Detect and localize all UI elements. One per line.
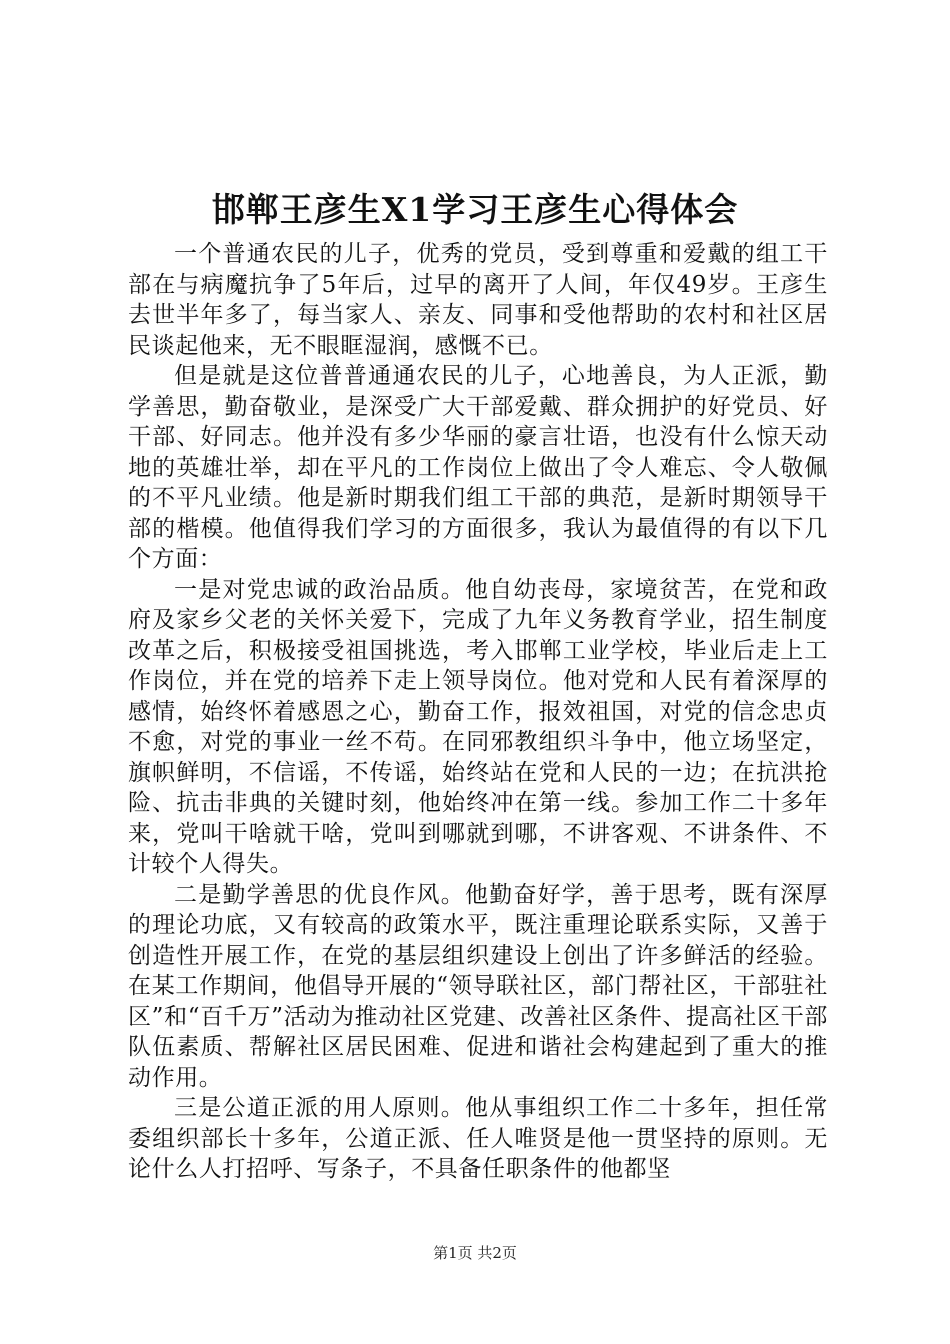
paragraph-1: 一个普通农民的儿子，优秀的党员，受到尊重和爱戴的组工干部在与病魔抗争了5年后，过早的离开了人间，年仅49岁。王彦生去世半年多了，每当家人、亲友、同事和受他帮助的农村和社区居民谈起他来，无不眼眶湿润，感慨不已。 — [128, 241, 828, 359]
document-body — [128, 239, 828, 1185]
document-title: 邯郸王彦生X1学习王彦生心得体会 — [211, 190, 739, 229]
paragraph-3: 一是对党忠诚的政治品质。他自幼丧母，家境贫苦，在党和政府及家乡父老的关怀关爱下，完成了九年义务教育学业，招生制度改革之后，积极接受祖国挑选，考入邯郸工业学校，毕业后走上工作岗位，并在党的培养下走上领导岗位。他对党和人民有着深厚的感情，始终怀着感恩之心，勤奋工作，报效祖国，对党的信念忠贞不愈，对党的事业一丝不苟。在同邪教组织斗争中，他立场坚定，旗帜鲜明，不信谣，不传谣，始终站在党和人民的一边；在抗洪抢险、抗击非典的关键时刻，他始终冲在第一线。参加工作二十多年来，党叫干啥就干啥，党叫到哪就到哪，不讲客观、不讲条件、不计较个人得失。 — [128, 576, 828, 877]
paragraph-4: 二是勤学善思的优良作风。他勤奋好学，善于思考，既有深厚的理论功底，又有较高的政策水平，既注重理论联系实际，又善于创造性开展工作，在党的基层组织建设上创出了许多鲜活的经验。在某工作期间，他倡导开展的“领导联社区，部门帮社区，干部驻社区”和“百千万”活动为推动社区党建、改善社区条件、提高社区干部队伍素质、帮解社区居民困难、促进和谐社会构建起到了重大的推动作用。 — [128, 881, 828, 1091]
page-number-footer: 第1页 共2页 — [433, 1244, 517, 1262]
paragraph-2: 但是就是这位普普通通农民的儿子，心地善良，为人正派，勤学善思，勤奋敬业，是深受广大干部爱戴、群众拥护的好党员、好干部、好同志。他并没有多少华丽的豪言壮语，也没有什么惊天动地的英雄壮举，却在平凡的工作岗位上做出了令人难忘、令人敬佩的不平凡业绩。他是新时期我们组工干部的典范，是新时期领导干部的楷模。他值得我们学习的方面很多，我认为最值得的有以下几个方面： — [128, 363, 828, 572]
paragraph-5: 三是公道正派的用人原则。他从事组织工作二十多年，担任常委组织部长十多年，公道正派、任人唯贤是他一贯坚持的原则。无论什么人打招呼、写条子，不具备任职条件的他都坚 — [128, 1095, 828, 1182]
